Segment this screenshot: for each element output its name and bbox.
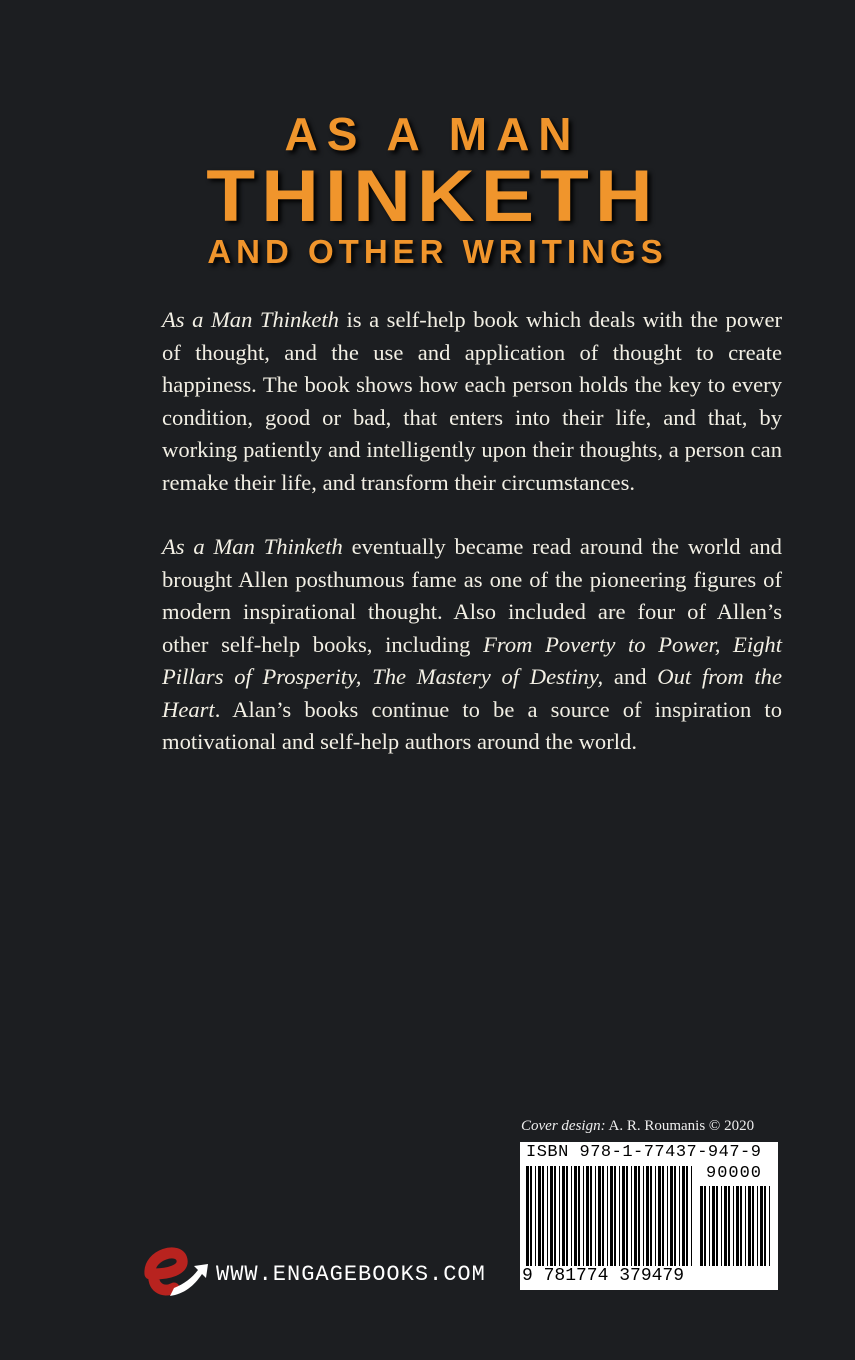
price-code: 90000	[706, 1164, 763, 1183]
barcode-bar	[571, 1166, 572, 1266]
separator	[720, 632, 733, 657]
blurb-paragraph-2	[162, 531, 782, 759]
barcode-bar	[583, 1166, 584, 1266]
book-title-italic: Out from the Heart	[162, 664, 783, 722]
barcode-bar	[662, 1166, 664, 1266]
isbn-barcode	[520, 1142, 778, 1290]
title-line-1: AS A MAN	[284, 108, 581, 160]
barcode-bar	[764, 1186, 766, 1266]
barcode-bar	[686, 1166, 688, 1266]
barcode-bar	[622, 1166, 625, 1266]
barcode-bar	[712, 1186, 715, 1266]
barcode-bar	[530, 1166, 532, 1266]
barcode-bar	[526, 1166, 529, 1266]
barcode-bar	[598, 1166, 601, 1266]
book-title-italic: As a Man Thinketh	[162, 307, 339, 332]
barcode-bar	[538, 1166, 541, 1266]
credit-label: Cover design:	[521, 1118, 606, 1134]
barcode-bar	[691, 1166, 692, 1266]
barcode-bar	[559, 1166, 560, 1266]
barcode-bar	[728, 1186, 730, 1266]
title-line-3: AND OTHER WRITINGS	[207, 233, 668, 270]
barcode-bar	[757, 1186, 758, 1266]
barcode-bar	[610, 1166, 613, 1266]
barcode-bar	[607, 1166, 608, 1266]
barcode-bar	[586, 1166, 589, 1266]
isbn-text: ISBN 978-1-77437-947-9	[526, 1143, 762, 1162]
paragraph-text: is a self-help book which deals with the power of thought, and the use and application of thought to create happiness. The book shows how each person holds the key to every condition, good or bad, that enters into their life, and that, by working patiently and intelligently upon their thoughts, a person can remake their life, and transform their circumstances.	[162, 307, 782, 495]
barcode-bar	[667, 1166, 668, 1266]
publisher-website: WWW.ENGAGEBOOKS.COM	[216, 1262, 486, 1287]
barcode-bar	[574, 1166, 577, 1266]
book-title	[0, 108, 855, 272]
barcode-bar	[643, 1166, 644, 1266]
separator	[361, 664, 372, 689]
barcode-bar	[709, 1186, 710, 1266]
barcode-bar	[674, 1166, 676, 1266]
barcode-bar	[542, 1166, 544, 1266]
ean-digits: 9 781774 379479	[522, 1266, 685, 1286]
barcode-bar	[562, 1166, 565, 1266]
barcode-bar	[670, 1166, 673, 1266]
barcode-bar	[547, 1166, 548, 1266]
title-line-2: THINKETH	[206, 154, 659, 237]
barcode-bar	[704, 1186, 706, 1266]
barcode-bar	[602, 1166, 604, 1266]
separator: and	[603, 664, 658, 689]
barcode-bar	[658, 1166, 661, 1266]
barcode-bar	[631, 1166, 632, 1266]
engage-books-logo-icon	[140, 1236, 212, 1304]
cover-credit	[521, 1118, 754, 1135]
barcode-bar	[760, 1186, 763, 1266]
barcode-bar	[619, 1166, 620, 1266]
barcode-bar	[679, 1166, 680, 1266]
barcode-bar	[595, 1166, 596, 1266]
book-title-italic: As a Man Thinketh	[162, 534, 343, 559]
barcode-bar	[752, 1186, 754, 1266]
barcode-bars	[524, 1166, 696, 1266]
barcode-bar	[721, 1186, 722, 1266]
barcode-bar	[554, 1166, 556, 1266]
book-title-italic: The Mastery of Destiny,	[372, 664, 604, 689]
barcode-bar	[650, 1166, 652, 1266]
barcode-bar	[682, 1166, 685, 1266]
barcode-bar	[634, 1166, 637, 1266]
blurb-paragraph-1	[162, 304, 782, 499]
barcode-bar	[646, 1166, 649, 1266]
barcode-bar	[736, 1186, 739, 1266]
barcode-bar	[550, 1166, 553, 1266]
barcode-bar	[626, 1166, 628, 1266]
barcode-bar	[716, 1186, 718, 1266]
barcode-bar	[655, 1166, 656, 1266]
barcode-bar	[566, 1166, 568, 1266]
barcode-bar	[748, 1186, 751, 1266]
barcode-bar	[578, 1166, 580, 1266]
paragraph-text: eventually became read around the world and brought Allen posthumous fame as one of the pioneering figures of modern inspirational thought. Also included are four of Allen’s other self-help books, including	[162, 534, 782, 657]
barcode-bar	[745, 1186, 746, 1266]
barcode-bar	[700, 1186, 703, 1266]
barcode-bar	[535, 1166, 536, 1266]
barcode-bar	[740, 1186, 742, 1266]
barcode-bar	[769, 1186, 770, 1266]
book-title-italic: Eight Pillars of Prosperity,	[162, 631, 782, 689]
paragraph-text: . Alan’s books continue to be a source of inspiration to motivational and self-help authors around the world.	[162, 696, 782, 754]
barcode-bar	[590, 1166, 592, 1266]
barcode-bar	[638, 1166, 640, 1266]
book-title-italic: From Poverty to Power,	[483, 631, 721, 657]
barcode-bar	[733, 1186, 734, 1266]
blurb	[162, 304, 782, 791]
credit-value: A. R. Roumanis © 2020	[605, 1118, 755, 1134]
addon-barcode-bars	[698, 1186, 774, 1266]
barcode-bar	[614, 1166, 616, 1266]
barcode-bar	[724, 1186, 727, 1266]
